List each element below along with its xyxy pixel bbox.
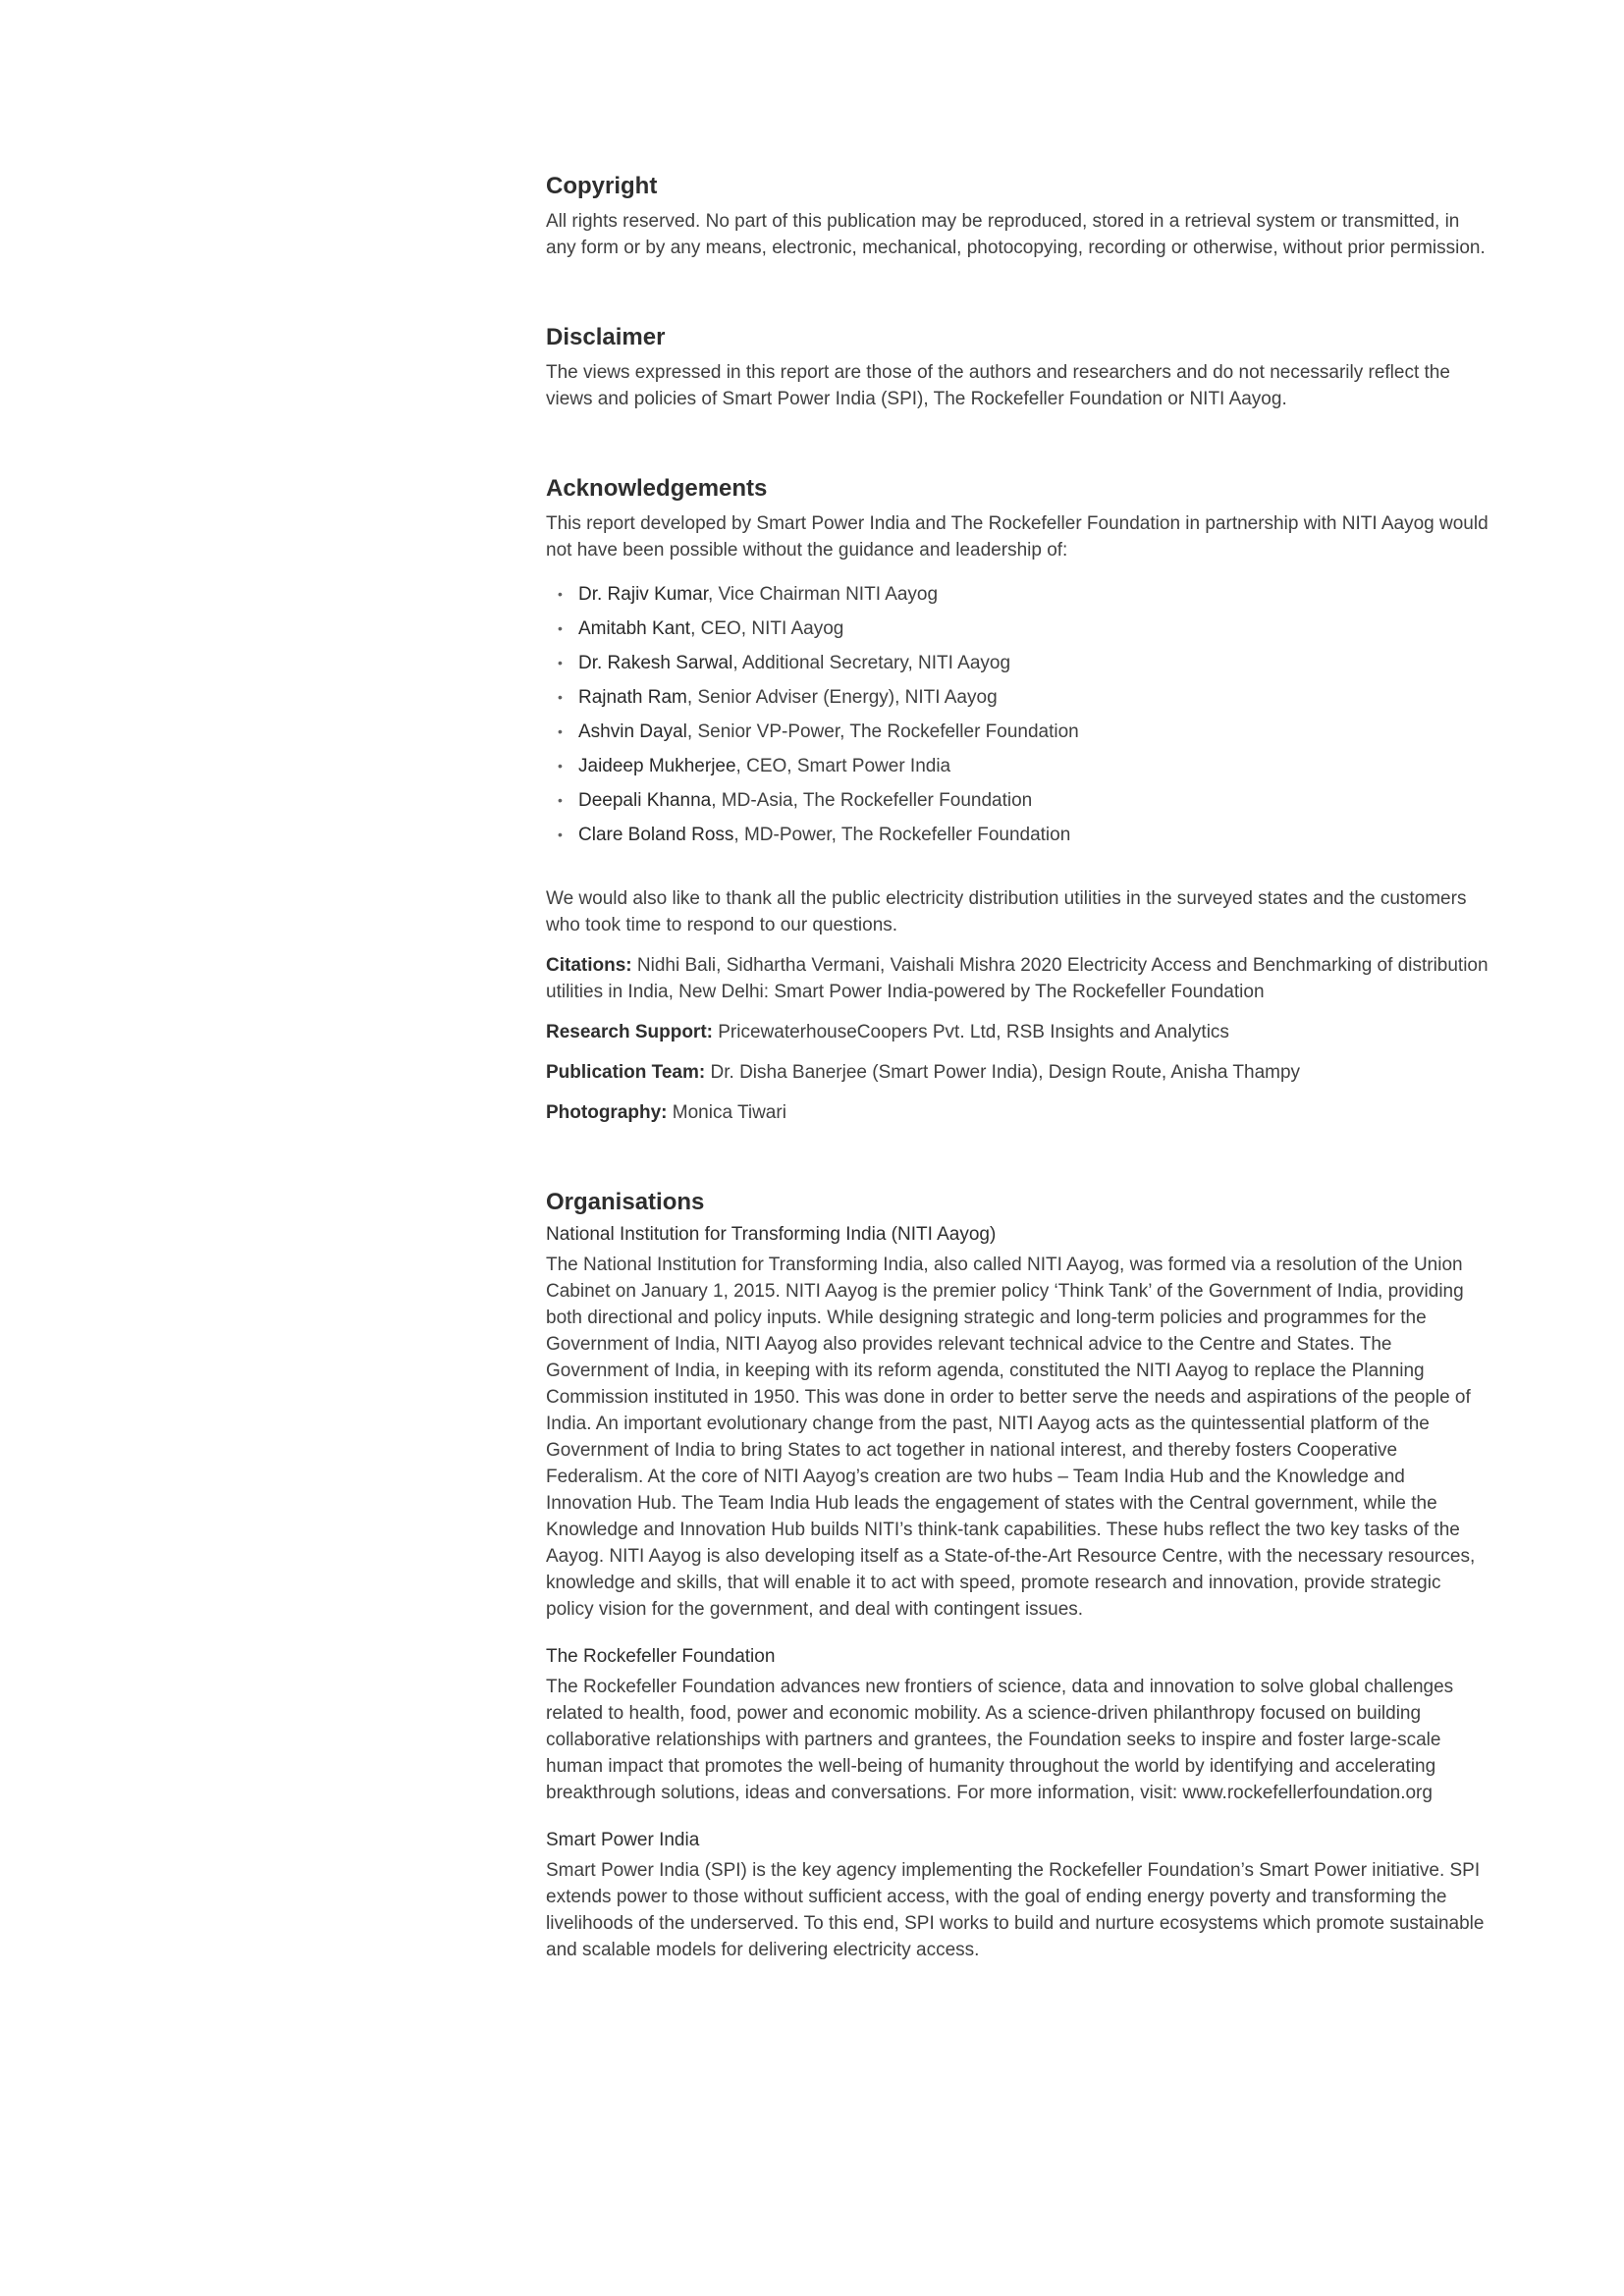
bullet-icon: • xyxy=(558,827,563,842)
list-item xyxy=(546,715,1489,749)
copyright-heading: Copyright xyxy=(546,173,658,199)
person-name: Rajnath Ram xyxy=(578,687,687,708)
bullet-icon: • xyxy=(558,723,563,739)
person-name: Dr. Rakesh Sarwal xyxy=(578,653,733,673)
disclaimer-heading: Disclaimer xyxy=(546,324,666,350)
smart-power-india-title: Smart Power India xyxy=(546,1830,700,1850)
person-name: Jaideep Mukherjee xyxy=(578,756,736,776)
citations-line xyxy=(546,952,1489,1005)
person-name: Amitabh Kant xyxy=(578,618,691,639)
bullet-icon: • xyxy=(558,586,563,602)
list-item xyxy=(546,680,1489,715)
citations-text: Nidhi Bali, Sidhartha Vermani, Vaishali Mishra 2020 Electricity Access and Benchmarking of distribution utilities in India, New Delhi: Smart Power India-powered by The Rockefeller Foundation xyxy=(546,955,1489,1002)
organisations-section xyxy=(546,1189,1489,1963)
list-item xyxy=(546,646,1489,680)
photography-label: Photography: xyxy=(546,1102,668,1123)
person-role: , Vice Chairman NITI Aayog xyxy=(707,584,939,605)
person-role: , Senior Adviser (Energy), NITI Aayog xyxy=(686,687,998,708)
rockefeller-text: The Rockefeller Foundation advances new frontiers of science, data and innovation to solve global challenges related to health, food, power and economic mobility. As a science-driven philanthropy focused on building collaborative relationships with partners and grantees, the Foundation seeks to inspire and foster large-scale human impact that promotes the well-being of humanity throughout the world by identifying and accelerating breakthrough solutions, ideas and conversations. For more information, visit: www.rockefellerfoundation.org xyxy=(546,1677,1454,1803)
photography-line xyxy=(546,1099,1489,1126)
citations-label: Citations: xyxy=(546,955,632,976)
disclaimer-text: The views expressed in this report are those of the authors and researchers and do not necessarily reflect the views and policies of Smart Power India (SPI), The Rockefeller Foundation or NITI Aayog. xyxy=(546,362,1450,409)
niti-aayog-title: National Institution for Transforming India (NITI Aayog) xyxy=(546,1224,997,1245)
list-item xyxy=(546,818,1489,852)
person-role: , CEO, Smart Power India xyxy=(735,756,951,776)
research-support-label: Research Support: xyxy=(546,1022,713,1042)
bullet-icon: • xyxy=(558,655,563,670)
bullet-icon: • xyxy=(558,620,563,636)
photography-text: Monica Tiwari xyxy=(667,1102,786,1123)
niti-aayog-text: The National Institution for Transforming India, also called NITI Aayog, was formed via a resolution of the Union Cabinet on January 1, 2015. NITI Aayog is the premier policy ‘Think Tank’ of the Government of India, providing both directional and policy inputs. While designing strategic and long-term policies and programmes for the Government of India, NITI Aayog also provides relevant technical advice to the Centre and States. The Government of India, in keeping with its reform agenda, constituted the NITI Aayog to replace the Planning Commission instituted in 1950. This was done in order to better serve the needs and aspirations of the people of India. An important evolutionary change from the past, NITI Aayog acts as the quintessential platform of the Government of India to bring States to act together in national interest, and thereby fosters Cooperative Federalism. At the core of NITI Aayog’s creation are two hubs – Team India Hub and the Knowledge and Innovation Hub. The Team India Hub leads the engagement of states with the Central government, while the Knowledge and Innovation Hub builds NITI’s think-tank capabilities. These hubs reflect the two key tasks of the Aayog. NITI Aayog is also developing itself as a State-of-the-Art Resource Centre, with the necessary resources, knowledge and skills, that will enable it to act with speed, promote research and innovation, provide strategic policy vision for the government, and deal with contingent issues. xyxy=(546,1255,1476,1620)
list-item xyxy=(546,612,1489,646)
rockefeller-title: The Rockefeller Foundation xyxy=(546,1646,776,1667)
publication-team-line xyxy=(546,1059,1489,1086)
copyright-section xyxy=(546,173,1489,261)
person-name: Clare Boland Ross xyxy=(578,825,734,845)
leadership-list xyxy=(546,577,1489,852)
document-page xyxy=(546,173,1489,1963)
publication-team-text: Dr. Disha Banerjee (Smart Power India), Design Route, Anisha Thampy xyxy=(705,1062,1301,1083)
person-name: Dr. Rajiv Kumar xyxy=(578,584,708,605)
list-item xyxy=(546,749,1489,783)
list-item xyxy=(546,577,1489,612)
disclaimer-section xyxy=(546,324,1489,412)
copyright-text: All rights reserved. No part of this publication may be reproduced, stored in a retrieval system or transmitted, in any form or by any means, electronic, mechanical, photocopying, recording or otherwise, without prior permission. xyxy=(546,211,1486,258)
person-role: , Additional Secretary, NITI Aayog xyxy=(732,653,1011,673)
person-name: Deepali Khanna xyxy=(578,790,712,811)
acknowledgements-heading: Acknowledgements xyxy=(546,475,768,502)
person-role: , CEO, NITI Aayog xyxy=(690,618,844,639)
bullet-icon: • xyxy=(558,792,563,808)
person-role: , MD-Power, The Rockefeller Foundation xyxy=(733,825,1071,845)
organisations-heading: Organisations xyxy=(546,1189,705,1215)
person-role: , MD-Asia, The Rockefeller Foundation xyxy=(711,790,1033,811)
thanks-text: We would also like to thank all the public electricity distribution utilities in the surveyed states and the customers who took time to respond to our questions. xyxy=(546,888,1467,935)
research-support-line xyxy=(546,1019,1489,1045)
publication-team-label: Publication Team: xyxy=(546,1062,706,1083)
person-role: , Senior VP-Power, The Rockefeller Foundation xyxy=(686,721,1079,742)
bullet-icon: • xyxy=(558,758,563,774)
bullet-icon: • xyxy=(558,689,563,705)
acknowledgements-intro: This report developed by Smart Power India and The Rockefeller Foundation in partnership with NITI Aayog would not have been possible without the guidance and leadership of: xyxy=(546,513,1489,561)
smart-power-india-text: Smart Power India (SPI) is the key agency implementing the Rockefeller Foundation’s Smart Power initiative. SPI extends power to those without sufficient access, with the goal of ending energy poverty and transforming the livelihoods of the underserved. To this end, SPI works to build and nurture ecosystems which promote sustainable and scalable models for delivering electricity access. xyxy=(546,1860,1485,1960)
acknowledgements-section xyxy=(546,475,1489,1126)
research-support-text: PricewaterhouseCoopers Pvt. Ltd, RSB Insights and Analytics xyxy=(712,1022,1229,1042)
person-name: Ashvin Dayal xyxy=(578,721,687,742)
list-item xyxy=(546,783,1489,818)
